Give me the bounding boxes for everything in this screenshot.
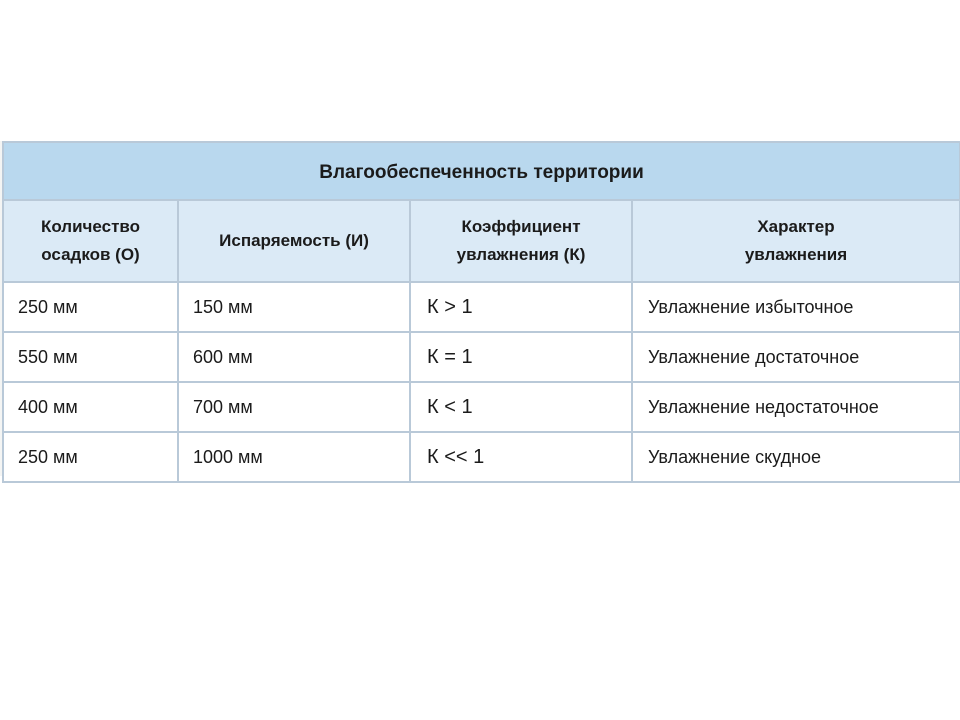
table-row	[3, 332, 960, 382]
header-coefficient-line1: Коэффициент	[461, 217, 581, 236]
cell-precipitation: 400 мм	[3, 382, 178, 432]
table-title: Влагообеспеченность территории	[3, 142, 960, 200]
cell-precipitation: 550 мм	[3, 332, 178, 382]
cell-coefficient: К = 1	[410, 332, 632, 382]
cell-coefficient: К << 1	[410, 432, 632, 482]
cell-character: Увлажнение недостаточное	[632, 382, 960, 432]
cell-precipitation: 250 мм	[3, 282, 178, 332]
table-row	[3, 432, 960, 482]
table-row	[3, 382, 960, 432]
header-row	[3, 200, 960, 282]
cell-precipitation: 250 мм	[3, 432, 178, 482]
header-precipitation	[3, 200, 178, 282]
cell-evaporation: 600 мм	[178, 332, 410, 382]
title-row	[3, 142, 960, 200]
moisture-table	[2, 141, 960, 483]
header-character	[632, 200, 960, 282]
cell-character: Увлажнение достаточное	[632, 332, 960, 382]
cell-evaporation: 1000 мм	[178, 432, 410, 482]
cell-coefficient: К > 1	[410, 282, 632, 332]
table-row	[3, 282, 960, 332]
header-character-line2: увлажнения	[744, 245, 848, 264]
header-evaporation	[178, 200, 410, 282]
cell-character: Увлажнение скудное	[632, 432, 960, 482]
header-coefficient	[410, 200, 632, 282]
cell-coefficient: К < 1	[410, 382, 632, 432]
header-precipitation-line1: Количество	[40, 217, 141, 236]
header-coefficient-line2: увлажнения (К)	[456, 245, 586, 264]
cell-character: Увлажнение избыточное	[632, 282, 960, 332]
header-character-line1: Характер	[757, 217, 835, 236]
cell-evaporation: 150 мм	[178, 282, 410, 332]
header-precipitation-line2: осадков (О)	[41, 245, 140, 264]
cell-evaporation: 700 мм	[178, 382, 410, 432]
header-evaporation-line1: Испаряемость (И)	[219, 231, 369, 250]
